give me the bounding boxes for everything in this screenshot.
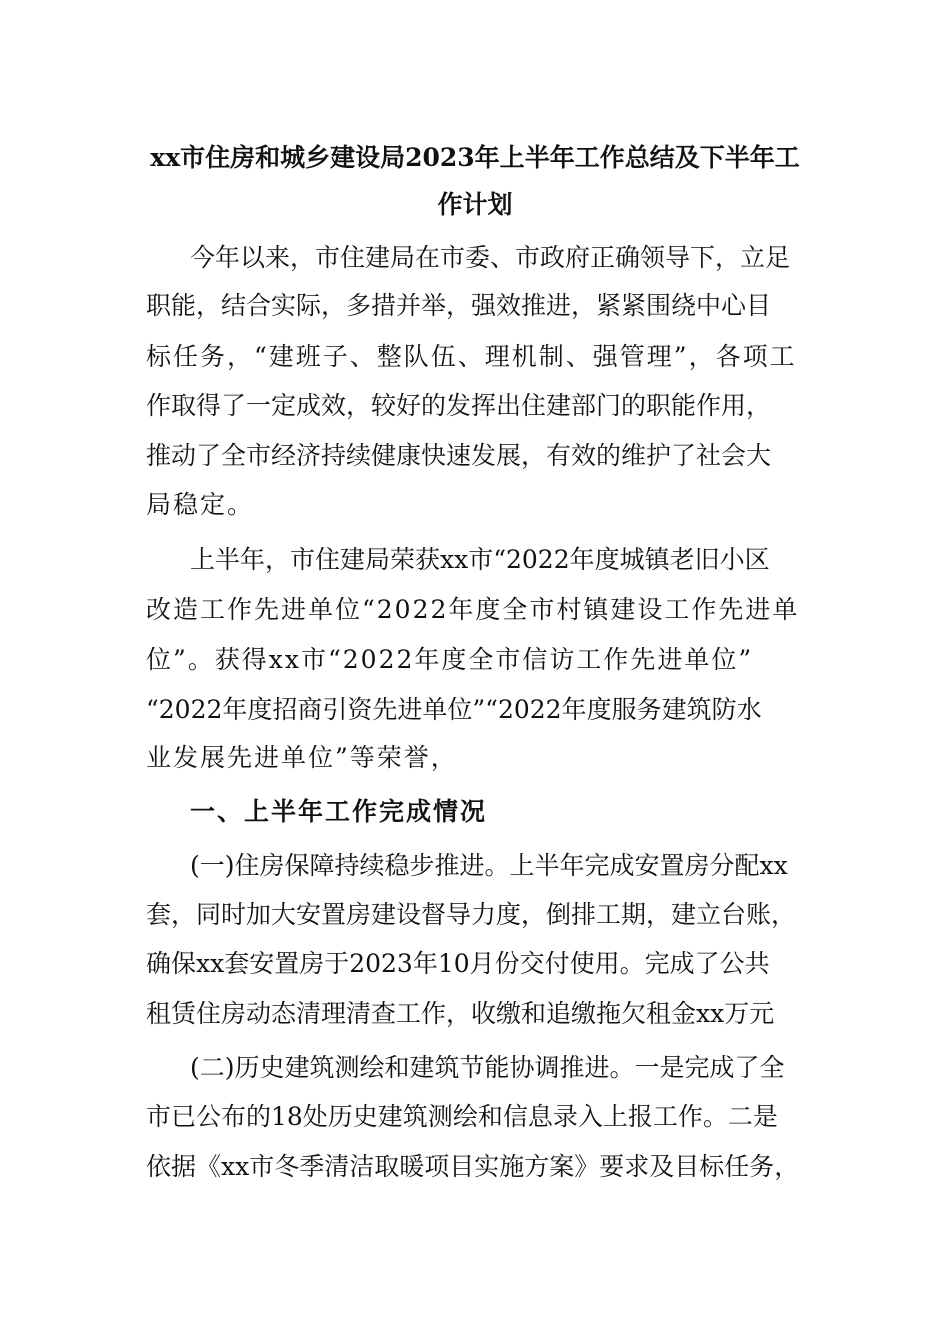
paragraph-4-line-3: 依据《xx市冬季清洁取暖项目实施方案》要求及目标任务，	[146, 1152, 800, 1181]
paragraph-1-line-1: 今年以来，市住建局在市委、市政府正确领导下，立足	[190, 243, 791, 272]
paragraph-1-line-5: 推动了全市经济持续健康快速发展，有效的维护了社会大	[146, 441, 772, 470]
paragraph-2-line-4: “2022年度招商引资先进单位”“2022年度服务建筑防水	[146, 695, 762, 724]
paragraph-1-line-2: 职能，结合实际，多措并举，强效推进，紧紧围绕中心目	[146, 291, 772, 320]
paragraph-2-line-1: 上半年，市住建局荣获xx市“2022年度城镇老旧小区	[190, 545, 770, 574]
paragraph-3-line-2: 套，同时加大安置房建设督导力度，倒排工期，建立台账，	[146, 900, 797, 929]
section-heading-1: 一、上半年工作完成情况	[190, 797, 488, 826]
document-title-line-2: 作计划	[437, 190, 513, 219]
paragraph-4-line-1: (二)历史建筑测绘和建筑节能协调推进。一是完成了全	[190, 1053, 785, 1082]
paragraph-3-line-1: (一)住房保障持续稳步推进。上半年完成安置房分配xx	[190, 851, 788, 880]
paragraph-4-line-2: 市已公布的18处历史建筑测绘和信息录入上报工作。二是	[146, 1102, 778, 1131]
paragraph-1-line-4: 作取得了一定成效，较好的发挥出住建部门的职能作用，	[146, 391, 772, 420]
document-title-line-1: xx市住房和城乡建设局2023年上半年工作总结及下半年工	[150, 143, 800, 172]
paragraph-2-line-3: 位”。获得xx市“2022年度全市信访工作先进单位”	[146, 645, 754, 674]
paragraph-3-line-3: 确保xx套安置房于2023年10月份交付使用。完成了公共	[146, 949, 770, 978]
paragraph-1-line-3: 标任务，“建班子、整队伍、理机制、强管理”，各项工	[146, 342, 797, 371]
paragraph-1-line-6: 局稳定。	[146, 490, 255, 519]
paragraph-3-line-4: 租赁住房动态清理清查工作，收缴和追缴拖欠租金xx万元	[146, 999, 775, 1028]
paragraph-2-line-5: 业发展先进单位”等荣誉，	[146, 743, 458, 772]
paragraph-2-line-2: 改造工作先进单位“2022年度全市村镇建设工作先进单	[146, 595, 800, 624]
